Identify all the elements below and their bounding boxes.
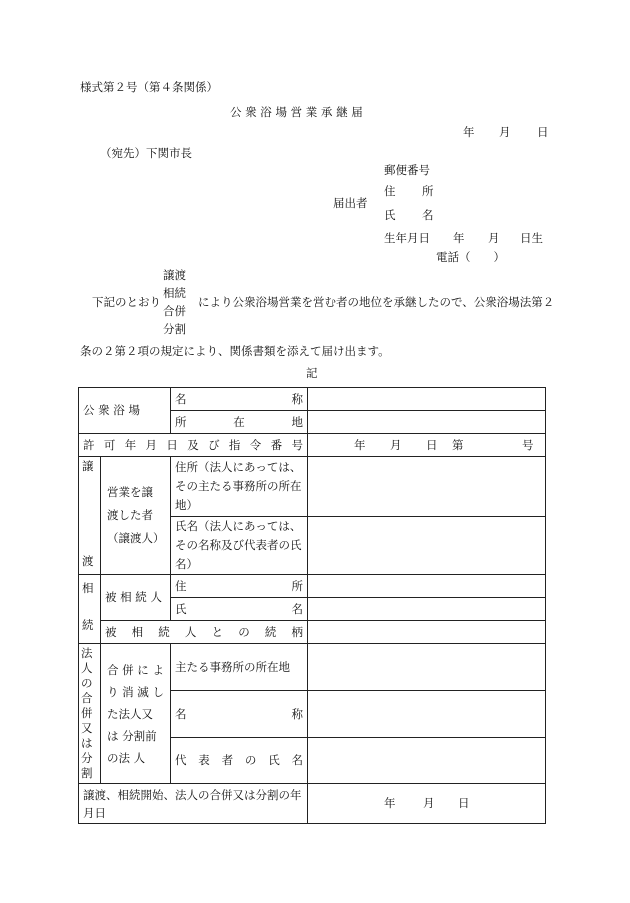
side-char: 割 xyxy=(81,766,93,780)
body-line-2: 条の２第２項の規定により、関係書類を添えて届け出ます。 xyxy=(80,344,390,358)
inherit-side-cell xyxy=(79,575,101,644)
transfer-side-cell xyxy=(79,457,101,575)
side-char: 渡 xyxy=(82,554,94,568)
page-title: 公 衆 浴 場 営 業 承 継 届 xyxy=(230,105,363,119)
option-merger: 合併 xyxy=(163,304,186,318)
label-char: び xyxy=(208,437,220,452)
label-char: 者 xyxy=(221,752,234,767)
representative-label-cell xyxy=(171,737,308,783)
label-char: 令 xyxy=(249,437,262,452)
birth-month: 月 xyxy=(488,231,500,245)
label-char: 代 xyxy=(175,752,187,767)
permit-month: 月 xyxy=(390,437,402,452)
notification-table xyxy=(78,387,546,824)
label-char: 名 xyxy=(291,752,303,767)
label-char: 氏 xyxy=(175,601,187,616)
address-label-1: 住 xyxy=(384,184,396,198)
relation-field[interactable] xyxy=(308,621,546,644)
side-char: 人 xyxy=(81,661,93,675)
label-char: 続 xyxy=(264,624,277,639)
label-char: 人 xyxy=(184,624,197,639)
label-char: 柄 xyxy=(291,624,303,639)
label-char: 称 xyxy=(291,391,303,406)
permit-label-cell xyxy=(79,434,308,457)
permit-no-prefix: 第 xyxy=(452,437,464,452)
transferor-name-label-cell xyxy=(171,517,308,575)
start-date-field[interactable] xyxy=(308,784,546,824)
transferor-name-label: 氏名（法人にあっては、その名称及び代表者の氏名） xyxy=(175,519,302,571)
decedent-address-field[interactable] xyxy=(308,575,546,598)
label-char: 及 xyxy=(187,437,199,452)
notifier-label: 届出者 xyxy=(333,196,368,210)
label-char: 名 xyxy=(175,706,187,721)
label-char: 所 xyxy=(291,578,303,593)
start-date-label: 譲渡、相続開始、法人の合併又は分割の年月日 xyxy=(83,787,302,820)
form-number: 様式第２号（第４条関係） xyxy=(80,80,218,94)
label-char: 所 xyxy=(175,414,187,429)
decedent-label-cell xyxy=(101,575,171,621)
postal-code-label: 郵便番号 xyxy=(384,163,430,177)
office-field[interactable] xyxy=(308,644,546,691)
office-label-cell xyxy=(171,644,308,691)
permit-value-field[interactable] xyxy=(308,434,546,457)
label-char: 被 xyxy=(105,624,117,639)
label-char: 在 xyxy=(233,414,245,429)
merger-side-cell xyxy=(79,644,101,784)
bathhouse-location-field[interactable] xyxy=(308,411,546,434)
side-char: 相 xyxy=(82,581,94,595)
label-char: 年 xyxy=(124,437,137,452)
label-char: の xyxy=(244,752,257,767)
bathhouse-location-label-cell xyxy=(171,411,308,434)
option-split: 分割 xyxy=(163,322,186,336)
label-char: と xyxy=(211,624,224,639)
bathhouse-name-label-cell xyxy=(171,388,308,411)
side-char: 又 xyxy=(81,721,93,735)
address-label-2: 所 xyxy=(422,184,434,198)
label-char: 住 xyxy=(175,578,187,593)
name-label-1: 氏 xyxy=(384,208,396,222)
transferor-name-field[interactable] xyxy=(308,517,546,575)
side-char: 併 xyxy=(81,706,93,720)
permit-year: 年 xyxy=(354,437,366,452)
label-char: 地 xyxy=(291,414,303,429)
label-char: 続 xyxy=(158,624,170,639)
name-label-2: 名 xyxy=(422,208,434,222)
body-suffix: により公衆浴場営業を営む者の地位を承継したので、公衆浴場法第２ xyxy=(198,295,555,309)
birthdate-label: 生年月日 xyxy=(384,231,430,245)
label-char: 月 xyxy=(145,437,158,452)
permit-day: 日 xyxy=(426,437,438,452)
label-char: 号 xyxy=(291,437,303,452)
merger-name-label-cell xyxy=(171,691,308,737)
decedent-address-label-cell xyxy=(171,575,308,598)
side-char: 続 xyxy=(82,618,94,632)
transferor-address-field[interactable] xyxy=(308,457,546,517)
label-char: 可 xyxy=(103,437,116,452)
start-month: 月 xyxy=(423,796,435,810)
bathhouse-label-cell xyxy=(79,388,171,434)
body-prefix: 下記のとおり xyxy=(92,295,161,309)
decedent-label: 被 相 続 人 xyxy=(105,590,162,604)
start-year: 年 xyxy=(384,796,396,810)
label-char: 許 xyxy=(83,437,95,452)
option-inherit: 相続 xyxy=(163,286,186,300)
date-day: 日 xyxy=(537,125,549,139)
transferor-label-cell xyxy=(101,457,171,575)
decedent-name-field[interactable] xyxy=(308,598,546,621)
birth-year: 年 xyxy=(453,231,465,245)
label-char: 相 xyxy=(131,624,144,639)
permit-no-suffix: 号 xyxy=(522,437,534,452)
office-label: 主たる事務所の所在地 xyxy=(175,659,290,674)
relation-label-cell xyxy=(101,621,308,644)
birth-day: 日生 xyxy=(520,231,543,245)
bathhouse-label: 公 衆 浴 場 xyxy=(83,403,140,417)
date-month: 月 xyxy=(499,125,511,139)
transferor-address-label-cell xyxy=(171,457,308,517)
label-char: 番 xyxy=(270,437,283,452)
bathhouse-name-field[interactable] xyxy=(308,388,546,411)
label-char: 名 xyxy=(291,601,303,616)
label-char: 表 xyxy=(198,752,210,767)
ki-heading: 記 xyxy=(306,366,318,380)
label-char: 称 xyxy=(291,706,303,721)
label-char: 指 xyxy=(228,437,241,452)
option-transfer: 譲渡 xyxy=(163,268,186,282)
merger-name-field[interactable] xyxy=(308,691,546,737)
phone-label: 電話（ ） xyxy=(436,250,505,264)
side-char: 譲 xyxy=(82,459,94,473)
addressee: （宛先）下関市長 xyxy=(100,146,192,160)
side-char: 合 xyxy=(81,691,93,705)
label-char: 日 xyxy=(166,437,178,452)
transferor-label: 営業を譲渡した者（譲渡人） xyxy=(107,485,165,545)
label-char: の xyxy=(238,624,250,639)
merger-label: 合 併 に よ り 消 滅 し た法人又は 分割前の法 人 xyxy=(107,662,164,765)
date-year: 年 xyxy=(463,125,475,139)
start-date-label-cell xyxy=(79,784,308,824)
transferor-address-label: 住所（法人にあっては、その主たる事務所の所在地） xyxy=(175,460,302,512)
label-char: 名 xyxy=(175,391,187,406)
side-char: の xyxy=(81,676,93,690)
side-char: は xyxy=(81,736,93,750)
merger-label-cell xyxy=(101,644,171,784)
representative-field[interactable] xyxy=(308,737,546,783)
side-char: 法 xyxy=(81,646,93,660)
side-char: 分 xyxy=(81,751,93,765)
label-char: 氏 xyxy=(268,752,280,767)
decedent-name-label-cell xyxy=(171,598,308,621)
start-day: 日 xyxy=(458,796,470,810)
